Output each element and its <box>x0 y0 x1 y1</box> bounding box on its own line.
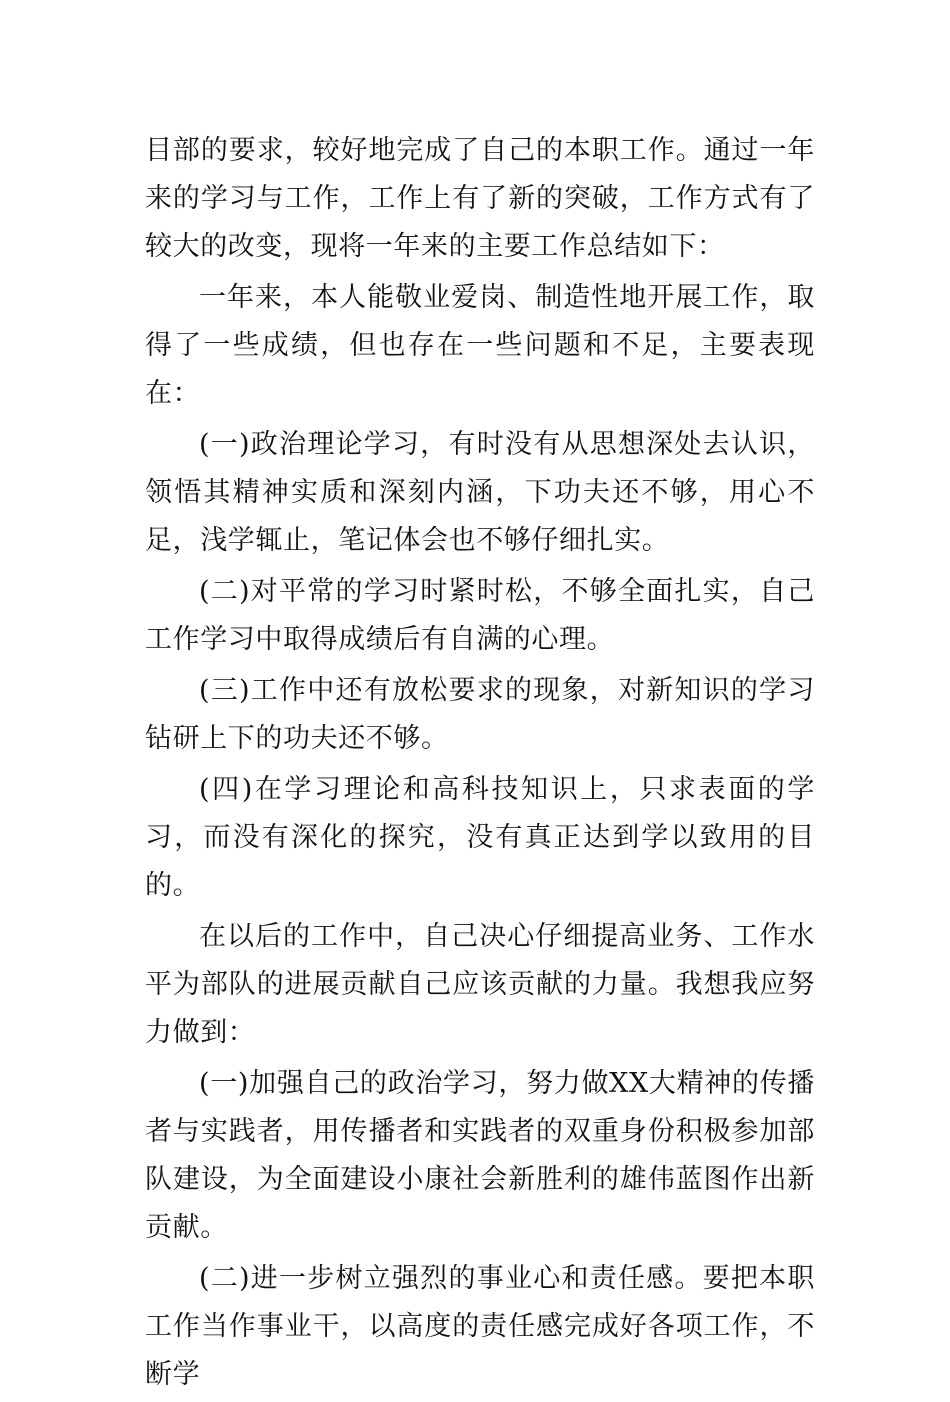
paragraph-plan-1: (一)加强自己的政治学习，努力做XX大精神的传播者与实践者，用传播者和实践者的双重身份积极参加部队建设，为全面建设小康社会新胜利的雄伟蓝图作出新贡献。 <box>145 1068 815 1243</box>
document-body <box>145 127 815 1402</box>
paragraph-shortcoming-2: (二)对平常的学习时紧时松，不够全面扎实，自己工作学习中取得成绩后有自满的心理。 <box>145 576 815 655</box>
paragraph-shortcoming-3: (三)工作中还有放松要求的现象，对新知识的学习钻研上下的功夫还不够。 <box>145 675 815 754</box>
paragraph-shortcoming-1: (一)政治理论学习，有时没有从思想深处去认识，领悟其精神实质和深刻内涵，下功夫还不够，用心不足，浅学辄止，笔记体会也不够仔细扎实。 <box>145 429 815 556</box>
paragraph-summary: 一年来，本人能敬业爱岗、制造性地开展工作，取得了一些成绩，但也存在一些问题和不足，主要表现在： <box>145 282 815 409</box>
paragraph-future-plan: 在以后的工作中，自己决心仔细提高业务、工作水平为部队的进展贡献自己应该贡献的力量。我想我应努力做到： <box>145 921 815 1048</box>
paragraph-intro-continuation: 目部的要求，较好地完成了自己的本职工作。通过一年来的学习与工作，工作上有了新的突破，工作方式有了较大的改变，现将一年来的主要工作总结如下： <box>145 135 815 262</box>
paragraph-plan-2: (二)进一步树立强烈的事业心和责任感。要把本职工作当作事业干，以高度的责任感完成好各项工作，不断学 <box>145 1263 815 1390</box>
paragraph-shortcoming-4: (四)在学习理论和高科技知识上，只求表面的学习，而没有深化的探究，没有真正达到学以致用的目的。 <box>145 774 815 901</box>
